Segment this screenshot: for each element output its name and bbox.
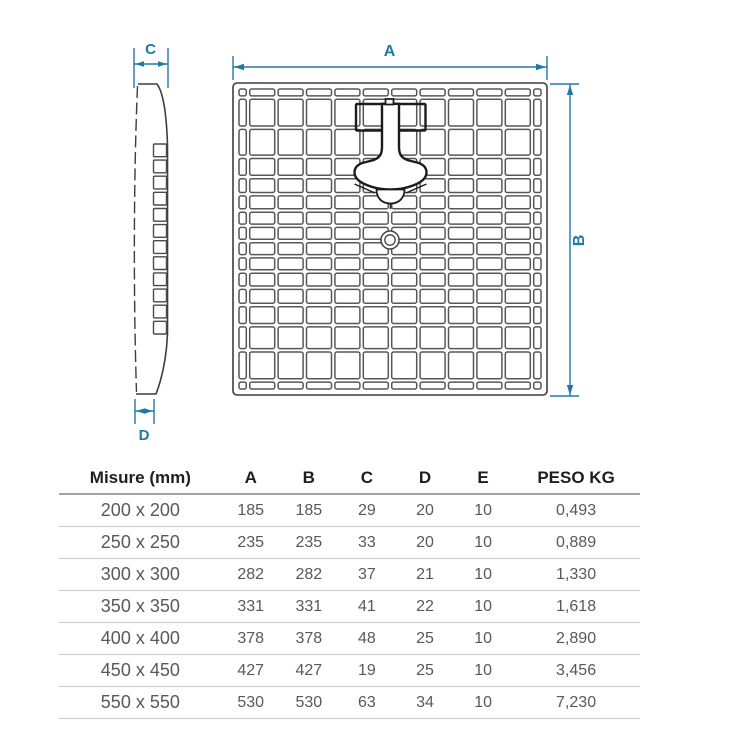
grate-cell	[477, 307, 502, 324]
size-cell: 350 x 350	[59, 591, 222, 623]
grate-cell	[239, 289, 246, 303]
grate-cell	[307, 289, 332, 303]
dimension-c	[134, 41, 168, 88]
grate-cell	[449, 99, 474, 126]
value-cell: 185	[222, 494, 280, 527]
value-cell: 427	[280, 655, 338, 687]
grate-cell	[278, 243, 303, 255]
grate-cell	[239, 196, 246, 209]
table-row	[59, 591, 640, 623]
grate-cell	[335, 227, 360, 239]
grate-cell	[420, 196, 445, 209]
grate-cell	[477, 99, 502, 126]
grate-cell	[278, 258, 303, 270]
grate-cell	[363, 258, 388, 270]
grate-cell	[449, 243, 474, 255]
grate-cell	[307, 273, 332, 286]
side-rib	[154, 209, 167, 222]
grate-cell	[449, 212, 474, 224]
value-cell: 427	[222, 655, 280, 687]
value-cell: 10	[454, 591, 512, 623]
grate-cell	[477, 129, 502, 155]
spec-table	[59, 462, 640, 719]
grate-cell	[477, 273, 502, 286]
grate-cell	[363, 307, 388, 324]
grate-cell	[505, 382, 530, 389]
value-cell: 25	[396, 655, 454, 687]
grate-cell	[307, 352, 332, 379]
grate-cell	[449, 89, 474, 96]
column-header: C	[338, 462, 396, 494]
grate-cell	[449, 227, 474, 239]
side-rib	[154, 321, 167, 334]
grate-cell	[239, 129, 246, 155]
grate-cell	[534, 212, 541, 224]
value-cell: 378	[222, 623, 280, 655]
grate-cell	[250, 227, 275, 239]
value-cell: 10	[454, 687, 512, 719]
grate-cell	[250, 179, 275, 193]
grate-cell	[505, 327, 530, 349]
grate-cell	[505, 159, 530, 176]
column-header: A	[222, 462, 280, 494]
grate-cell	[335, 196, 360, 209]
value-cell: 7,230	[512, 687, 640, 719]
value-cell: 10	[454, 559, 512, 591]
grate-cell	[477, 258, 502, 270]
grate-cell	[307, 382, 332, 389]
grate-cell	[449, 196, 474, 209]
grate-cell	[335, 179, 360, 193]
spec-table-grid	[59, 462, 640, 719]
grate-cell	[363, 327, 388, 349]
value-cell: 530	[280, 687, 338, 719]
table-row	[59, 559, 640, 591]
grate-cell	[392, 307, 417, 324]
grate-cell	[307, 212, 332, 224]
value-cell: 1,330	[512, 559, 640, 591]
grate-cell	[307, 89, 332, 96]
value-cell: 10	[454, 623, 512, 655]
grate-cell	[250, 243, 275, 255]
value-cell: 10	[454, 655, 512, 687]
grate-cell	[449, 129, 474, 155]
grate-cell	[363, 212, 388, 224]
grate-cell	[534, 273, 541, 286]
grate-cell	[534, 196, 541, 209]
grate-cell	[505, 129, 530, 155]
grate-cell	[505, 258, 530, 270]
value-cell: 282	[222, 559, 280, 591]
table-row	[59, 655, 640, 687]
grate-cell	[239, 227, 246, 239]
grate-cell	[307, 129, 332, 155]
value-cell: 33	[338, 527, 396, 559]
grate-cell	[534, 227, 541, 239]
grate-cell	[505, 243, 530, 255]
grate-cell	[363, 89, 388, 96]
grate-cell	[335, 212, 360, 224]
value-cell: 235	[222, 527, 280, 559]
grate-cell	[534, 179, 541, 193]
size-cell: 250 x 250	[59, 527, 222, 559]
table-row	[59, 623, 640, 655]
grate-cell	[534, 327, 541, 349]
grate-cell	[278, 159, 303, 176]
grate-cell	[449, 289, 474, 303]
grate-cell	[505, 352, 530, 379]
grate-cell	[505, 89, 530, 96]
grate-cell	[449, 327, 474, 349]
grate-cell	[477, 89, 502, 96]
side-view-left-edge	[134, 86, 137, 392]
grate-cell	[335, 89, 360, 96]
grate-cell	[420, 212, 445, 224]
top-view	[233, 83, 547, 395]
grate-cell	[250, 289, 275, 303]
column-header: B	[280, 462, 338, 494]
grate-cell	[420, 243, 445, 255]
grate-cell	[307, 227, 332, 239]
grate-cell	[239, 352, 246, 379]
size-cell: 200 x 200	[59, 494, 222, 527]
center-hole	[381, 231, 399, 249]
grate-cell	[239, 327, 246, 349]
side-rib	[154, 160, 167, 173]
value-cell: 41	[338, 591, 396, 623]
grate-cell	[335, 352, 360, 379]
side-rib	[154, 241, 167, 254]
side-rib	[154, 144, 167, 157]
grate-cell	[449, 258, 474, 270]
grate-cell	[250, 129, 275, 155]
grate-cell	[307, 327, 332, 349]
grate-cell	[239, 243, 246, 255]
value-cell: 1,618	[512, 591, 640, 623]
grate-cell	[239, 258, 246, 270]
value-cell: 25	[396, 623, 454, 655]
side-rib	[154, 273, 167, 286]
grate-cell	[420, 89, 445, 96]
grate-cell	[392, 258, 417, 270]
grate-cell	[278, 179, 303, 193]
grate-cell	[477, 382, 502, 389]
grate-cell	[307, 258, 332, 270]
grate-cell	[449, 352, 474, 379]
size-cell: 300 x 300	[59, 559, 222, 591]
grate-cell	[477, 196, 502, 209]
grate-cell	[307, 243, 332, 255]
value-cell: 282	[280, 559, 338, 591]
value-cell: 34	[396, 687, 454, 719]
dim-b-label: B	[571, 233, 588, 247]
grate-cell	[335, 258, 360, 270]
grate-cell	[534, 159, 541, 176]
column-header: D	[396, 462, 454, 494]
dim-d-label: D	[138, 427, 151, 444]
value-cell: 2,890	[512, 623, 640, 655]
grate-cell	[505, 307, 530, 324]
grate-cell	[239, 159, 246, 176]
grate-cell	[335, 327, 360, 349]
grate-cell	[278, 352, 303, 379]
grate-cell	[420, 273, 445, 286]
value-cell: 48	[338, 623, 396, 655]
side-rib	[154, 225, 167, 238]
grate-cell	[477, 243, 502, 255]
dimension-d	[135, 399, 154, 444]
value-cell: 10	[454, 527, 512, 559]
grate-cell	[278, 196, 303, 209]
grate-cell	[392, 289, 417, 303]
grate-cell	[239, 89, 246, 96]
grate-cell	[449, 159, 474, 176]
grate-cell	[392, 382, 417, 389]
grate-cell	[392, 352, 417, 379]
grate-cell	[534, 129, 541, 155]
grate-cell	[449, 273, 474, 286]
side-rib	[154, 257, 167, 270]
grate-cell	[420, 289, 445, 303]
grate-cell	[307, 307, 332, 324]
table-row	[59, 527, 640, 559]
value-cell: 3,456	[512, 655, 640, 687]
dim-c-label: C	[145, 41, 157, 58]
grate-cell	[392, 273, 417, 286]
grate-cell	[250, 307, 275, 324]
grate-cell	[392, 89, 417, 96]
grate-cell	[307, 196, 332, 209]
side-rib	[154, 192, 167, 205]
grate-cell	[477, 327, 502, 349]
grate-cell	[420, 307, 445, 324]
side-rib	[154, 176, 167, 189]
grate-cell	[250, 196, 275, 209]
grate-cell	[250, 327, 275, 349]
grate-cell	[477, 289, 502, 303]
grate-cell	[534, 352, 541, 379]
value-cell: 185	[280, 494, 338, 527]
grate-cell	[278, 327, 303, 349]
grate-cell	[278, 382, 303, 389]
grate-cell	[392, 212, 417, 224]
grate-cell	[250, 352, 275, 379]
value-cell: 29	[338, 494, 396, 527]
grate-cell	[420, 327, 445, 349]
grate-cell	[278, 129, 303, 155]
grate-cell	[250, 382, 275, 389]
dimension-a	[233, 43, 547, 80]
grate-cell	[534, 289, 541, 303]
grate-cell	[250, 258, 275, 270]
keyhole-tab	[377, 190, 405, 204]
grate-cell	[239, 179, 246, 193]
side-view	[134, 84, 167, 394]
grate-cell	[278, 89, 303, 96]
table-row	[59, 494, 640, 527]
side-rib	[154, 289, 167, 302]
grate-cell	[250, 99, 275, 126]
size-cell: 550 x 550	[59, 687, 222, 719]
grate-cell	[505, 289, 530, 303]
grate-cell	[534, 382, 541, 389]
value-cell: 10	[454, 494, 512, 527]
value-cell: 37	[338, 559, 396, 591]
grate-cell	[449, 179, 474, 193]
table-header-row	[59, 462, 640, 494]
table-row	[59, 687, 640, 719]
grate-cell	[477, 352, 502, 379]
value-cell: 21	[396, 559, 454, 591]
value-cell: 19	[338, 655, 396, 687]
grate-cell	[278, 99, 303, 126]
column-header: Misure (mm)	[59, 462, 222, 494]
grate-cell	[449, 382, 474, 389]
grate-cell	[335, 273, 360, 286]
grate-cell	[505, 196, 530, 209]
grate-cell	[420, 352, 445, 379]
grate-cell	[505, 179, 530, 193]
grate-cell	[239, 212, 246, 224]
grate-cell	[477, 179, 502, 193]
grate-cell	[534, 243, 541, 255]
grate-cell	[239, 273, 246, 286]
grate-cell	[335, 243, 360, 255]
grate-cell	[335, 307, 360, 324]
value-cell: 530	[222, 687, 280, 719]
grate-cell	[477, 159, 502, 176]
value-cell: 331	[280, 591, 338, 623]
value-cell: 0,493	[512, 494, 640, 527]
grate-cell	[278, 289, 303, 303]
grate-cell	[534, 307, 541, 324]
grate-cell	[420, 227, 445, 239]
grate-cell	[477, 212, 502, 224]
size-cell: 400 x 400	[59, 623, 222, 655]
grate-cell	[505, 99, 530, 126]
column-header: E	[454, 462, 512, 494]
grate-cell	[420, 382, 445, 389]
grate-cell	[250, 159, 275, 176]
grate-cell	[534, 258, 541, 270]
grate-cell	[363, 352, 388, 379]
size-cell: 450 x 450	[59, 655, 222, 687]
column-header: PESO KG	[512, 462, 640, 494]
keyhole-tshape	[355, 104, 427, 190]
value-cell: 63	[338, 687, 396, 719]
side-view-outline	[136, 84, 168, 394]
grate-cell	[278, 212, 303, 224]
value-cell: 235	[280, 527, 338, 559]
keyhole-nub	[386, 99, 394, 105]
grate-cell	[363, 382, 388, 389]
grate-cell	[250, 273, 275, 286]
grate-cell	[363, 289, 388, 303]
grate-cell	[363, 273, 388, 286]
grate-cell	[250, 212, 275, 224]
side-view-ribs	[154, 144, 167, 334]
grate-cell	[420, 129, 445, 155]
value-cell: 0,889	[512, 527, 640, 559]
grate-cell	[534, 99, 541, 126]
grate-cell	[392, 327, 417, 349]
grate-cell	[278, 273, 303, 286]
grate-cell	[335, 129, 360, 155]
grate-cell	[307, 179, 332, 193]
grate-cell	[239, 307, 246, 324]
grate-cell	[505, 212, 530, 224]
grate-cell	[505, 227, 530, 239]
grate-cell	[420, 258, 445, 270]
value-cell: 331	[222, 591, 280, 623]
side-rib	[154, 305, 167, 318]
grate-cell	[335, 289, 360, 303]
grate-cell	[335, 382, 360, 389]
value-cell: 378	[280, 623, 338, 655]
dimension-b	[550, 84, 588, 396]
grate-cell	[307, 159, 332, 176]
grate-cell	[239, 99, 246, 126]
grate-cell	[250, 89, 275, 96]
dim-a-label: A	[383, 43, 397, 60]
grate-cell	[449, 307, 474, 324]
grate-cell	[534, 89, 541, 96]
grate-cell	[278, 227, 303, 239]
grate-cell	[278, 307, 303, 324]
grate-cell	[307, 99, 332, 126]
grate-cell	[239, 382, 246, 389]
value-cell: 22	[396, 591, 454, 623]
grate-cell	[505, 273, 530, 286]
value-cell: 20	[396, 527, 454, 559]
grate-cell	[477, 227, 502, 239]
value-cell: 20	[396, 494, 454, 527]
